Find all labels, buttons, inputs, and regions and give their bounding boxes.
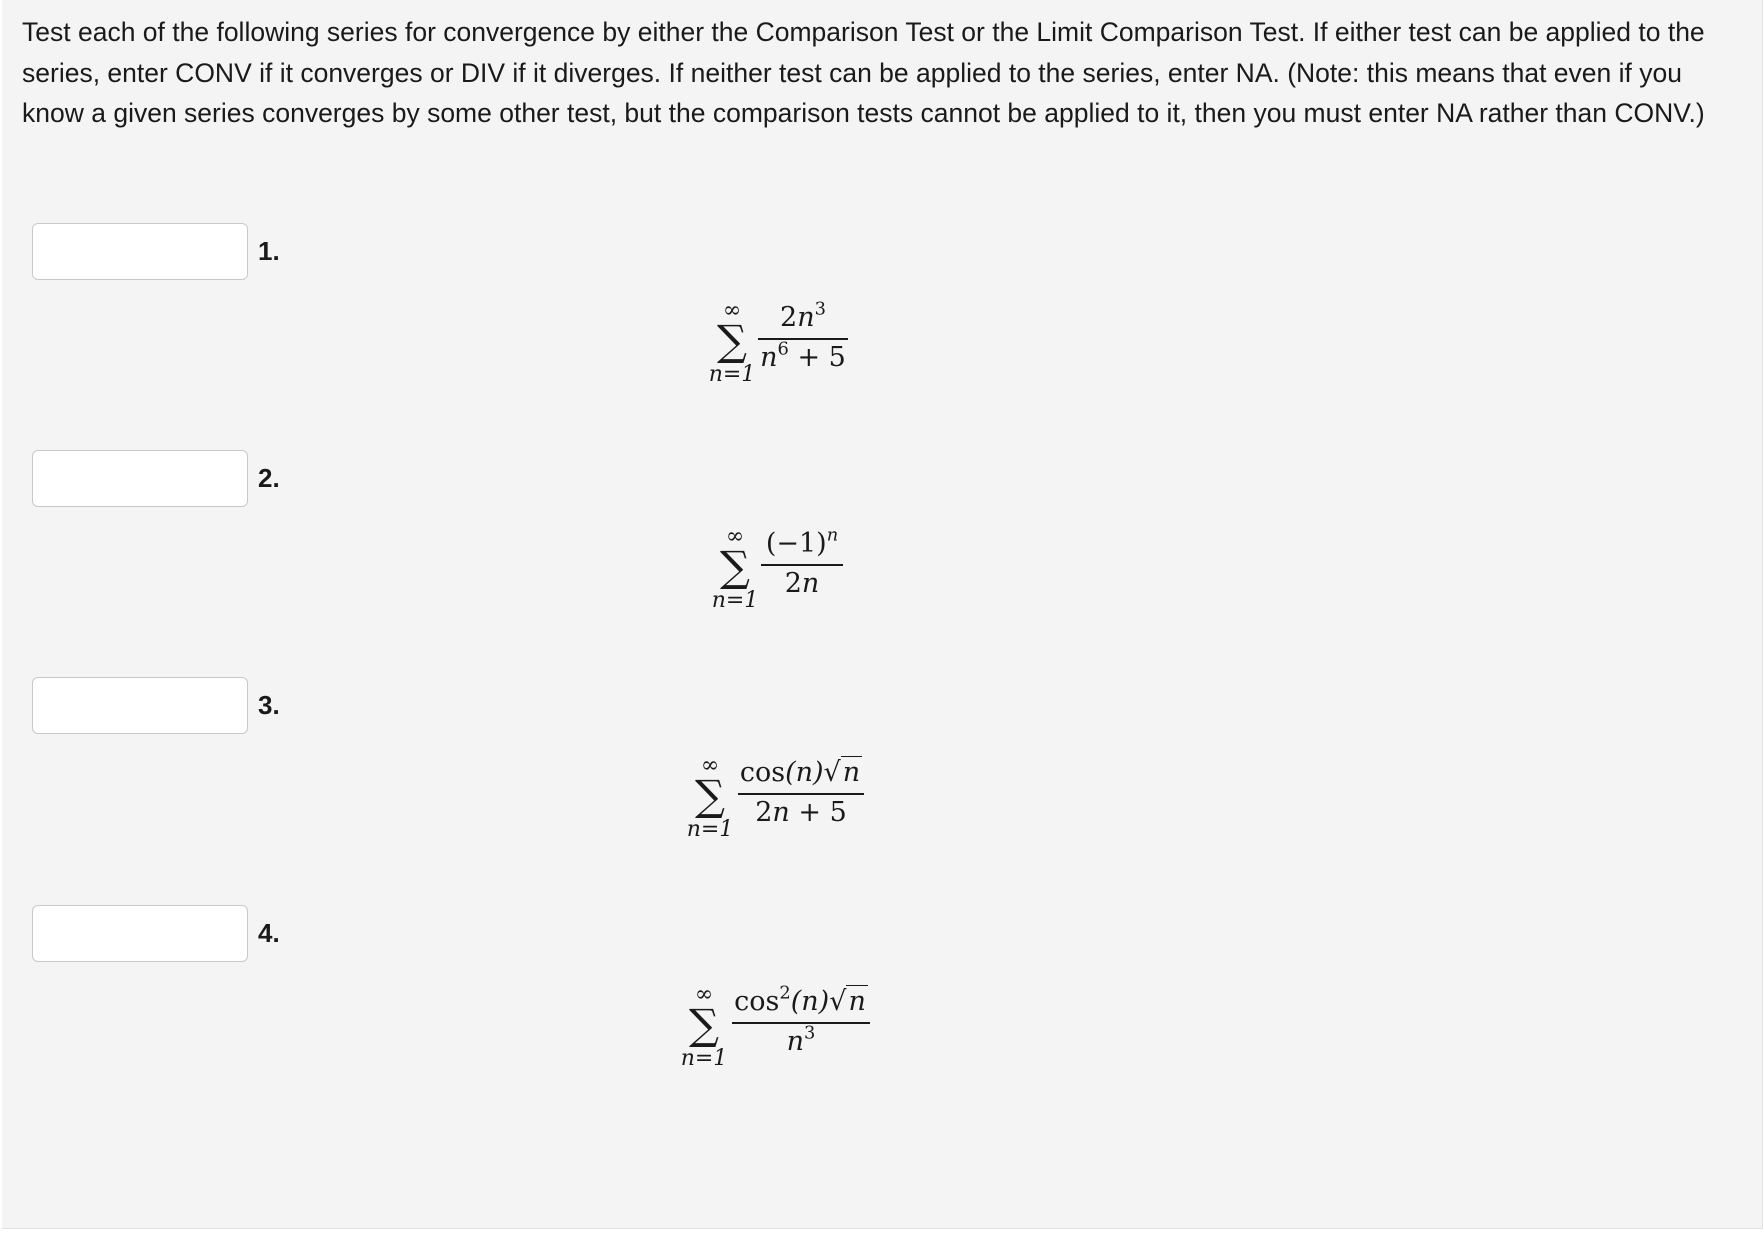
sqrt-icon: √ <box>823 757 841 788</box>
sqrt-icon: √ <box>829 986 847 1017</box>
sigma-icon: ∑ <box>689 1000 719 1049</box>
answer-input-2[interactable] <box>32 450 248 507</box>
question-number-4: 4. <box>258 918 280 948</box>
answer-input-1[interactable] <box>32 223 248 280</box>
sum-lower-limit: n=1 <box>680 1046 728 1071</box>
question-number-3: 3. <box>258 690 280 720</box>
answer-input-3[interactable] <box>32 677 248 734</box>
denominator-3: 2n + 5 <box>755 797 847 828</box>
sum-upper-limit: ∞ <box>722 298 742 323</box>
sum-lower-limit: n=1 <box>711 588 759 613</box>
fraction-bar <box>758 338 848 340</box>
fraction-bar <box>738 793 864 795</box>
series-formula-3 <box>680 753 880 848</box>
numerator-1: $2n^3$ <box>780 298 826 333</box>
series-formula-2 <box>705 524 855 619</box>
answer-input-4[interactable] <box>32 905 248 962</box>
sigma-icon: ∑ <box>717 316 747 365</box>
fraction-bar <box>761 564 843 566</box>
numerator-4: $\cos^2(n)√n$ <box>734 982 866 1017</box>
series-formula-4 <box>674 982 884 1077</box>
denominator-1: $n^6 + 5$ <box>760 338 846 373</box>
denominator-4: $n^3$ <box>786 1022 816 1057</box>
question-number-1: 1. <box>258 236 280 266</box>
question-number-2: 2. <box>258 463 280 493</box>
sum-upper-limit: ∞ <box>700 753 720 778</box>
sum-upper-limit: ∞ <box>725 524 745 549</box>
fraction-bar <box>732 1022 870 1024</box>
question-panel <box>2 0 1763 1229</box>
instructions-text: Test each of the following series for convergence by either the Comparison Test or the Limit Comparison Test. If either test can be applied to the series, enter CONV if it converges or DIV if it diverges. If neither test can be applied to the series, enter NA. (Note: this means that even if you know a given series converges by some other test, but the comparison tests cannot be applied to it, then you must enter NA rather than CONV.) <box>22 17 1705 128</box>
sigma-icon: ∑ <box>695 771 725 820</box>
denominator-2: 2n <box>784 568 820 599</box>
sum-lower-limit: n=1 <box>708 362 756 387</box>
sum-upper-limit: ∞ <box>694 982 714 1007</box>
series-formula-1 <box>702 298 862 393</box>
sum-lower-limit: n=1 <box>686 817 734 842</box>
sigma-icon: ∑ <box>720 542 750 591</box>
numerator-3: cos(n)√n <box>739 757 861 788</box>
numerator-2: $(-1)^n$ <box>765 524 839 559</box>
